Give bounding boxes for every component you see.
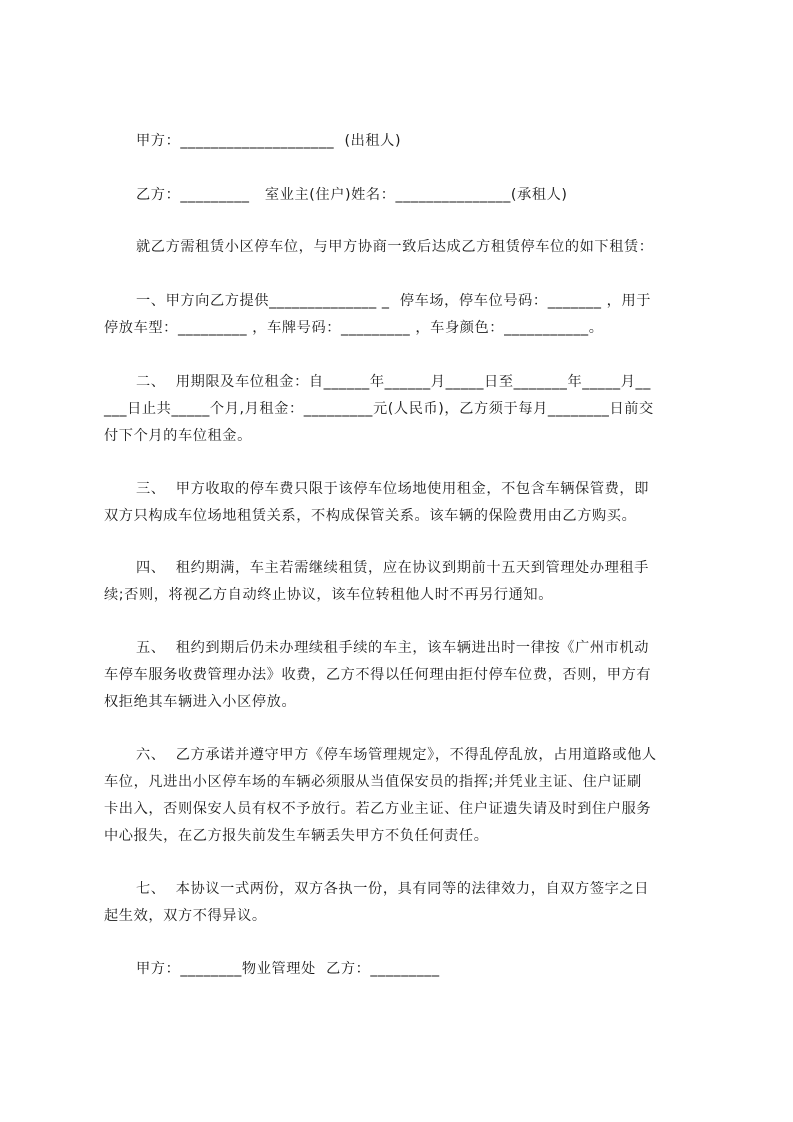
clause-7-line-2: 起生效，双方不得异议。 — [104, 908, 267, 924]
clause-1-line-2: 停放车型：_________ ，车牌号码：_________ ，车身颜色：___________。 — [104, 320, 604, 336]
clause-6-line-3: 卡出入，否则保安人员有权不予放行。若乙方业主证、住户证遗失请及时到住户服务 — [104, 801, 652, 817]
clause-6-line-2: 车位，凡进出小区停车场的车辆必须服从当值保安员的指挥;并凭业主证、住户证刷 — [104, 774, 642, 790]
clause-7-line-1: 七、 本协议一式两份，双方各执一份，具有同等的法律效力，自双方签字之日 — [136, 881, 649, 897]
signature-line: 甲方：________物业管理处 乙方：_________ — [136, 961, 440, 977]
clause-2-line-1: 二、 用期限及车位租金：自______年______月_____日至_______年_____月__ — [136, 374, 651, 390]
clause-2-line-3: 付下个月的车位租金。 — [104, 428, 252, 444]
intro-paragraph: 就乙方需租赁小区停车位，与甲方协商一致后达成乙方租赁停车位的如下租赁： — [136, 239, 654, 255]
clause-3-line-1: 三、 甲方收取的停车费只限于该停车位场地使用租金，不包含车辆保管费，即 — [136, 481, 649, 497]
clause-2-line-2: ___日止共_____个月,月租金：_________元(人民币)，乙方须于每月________日前交 — [104, 401, 654, 417]
clause-6-line-4: 中心报失，在乙方报失前发生车辆丢失甲方不负任何责任。 — [104, 828, 489, 844]
party-a-line: 甲方：____________________ (出租人) — [136, 133, 402, 149]
clause-3-line-2: 双方只构成车位场地租赁关系，不构成保管关系。该车辆的保险费用由乙方购买。 — [104, 508, 637, 524]
clause-6-line-1: 六、 乙方承诺并遵守甲方《停车场管理规定》，不得乱停乱放，占用道路或他人 — [136, 747, 657, 763]
clause-4-line-2: 续;否则，将视乙方自动终止协议，该车位转租他人时不再另行通知。 — [104, 587, 554, 603]
clause-1-line-1: 一、甲方向乙方提供______________ _ 停车场，停车位号码：_______ ，用于 — [136, 293, 652, 309]
clause-5-line-1: 五、 租约到期后仍未办理续租手续的车主，该车辆进出时一律按《广州市机动 — [136, 640, 649, 656]
party-b-line: 乙方：_________ 室业主(住户)姓名：_______________(承租人) — [136, 187, 568, 203]
clause-5-line-2: 车停车服务收费管理办法》收费，乙方不得以任何理由拒付停车位费，否则，甲方有 — [104, 667, 652, 683]
clause-5-line-3: 权拒绝其车辆进入小区停放。 — [104, 694, 297, 710]
clause-4-line-1: 四、 租约期满，车主若需继续租赁，应在协议到期前十五天到管理处办理租手 — [136, 560, 649, 576]
